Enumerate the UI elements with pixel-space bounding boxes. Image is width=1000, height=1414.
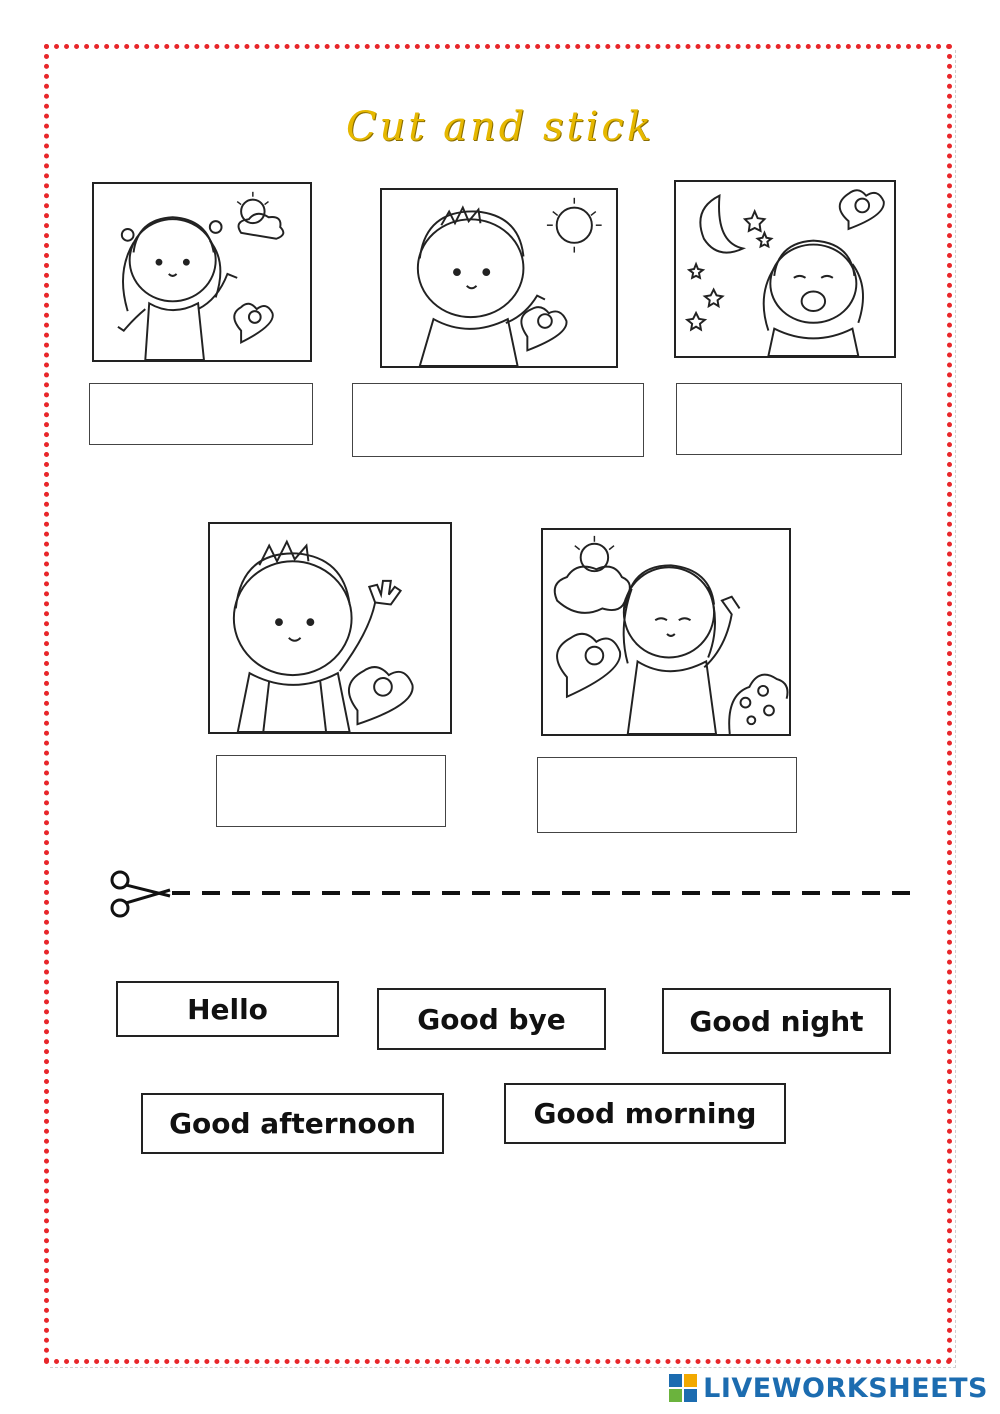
girl-yawning-illustration — [676, 182, 894, 356]
picture-boy-waving-backpack — [208, 522, 452, 734]
worksheet-title: Cut and stick — [345, 104, 655, 150]
picture-boy-waving-sun — [380, 188, 618, 368]
cut-line — [108, 866, 920, 922]
girl-waving-illustration — [94, 184, 310, 360]
answer-box-1[interactable] — [89, 383, 313, 445]
word-card-hello[interactable]: Hello — [116, 981, 339, 1037]
answer-box-4[interactable] — [216, 755, 446, 827]
picture-girl-waving-sun — [92, 182, 312, 362]
logo-mark-icon — [669, 1374, 697, 1402]
picture-girl-yawning-moon — [674, 180, 896, 358]
girl-bush-illustration — [543, 530, 789, 734]
answer-box-3[interactable] — [676, 383, 902, 455]
word-card-good-afternoon[interactable]: Good afternoon — [141, 1093, 444, 1154]
picture-girl-waving-sun-bush — [541, 528, 791, 736]
liveworksheets-logo — [669, 1370, 988, 1406]
logo-text: LIVEWORKSHEETS — [703, 1372, 988, 1404]
answer-box-2[interactable] — [352, 383, 644, 457]
answer-box-5[interactable] — [537, 757, 797, 833]
boy-waving-illustration — [382, 190, 616, 366]
word-card-good-night[interactable]: Good night — [662, 988, 891, 1054]
word-card-good-bye[interactable]: Good bye — [377, 988, 606, 1050]
boy-backpack-illustration — [210, 524, 450, 732]
word-card-good-morning[interactable]: Good morning — [504, 1083, 786, 1144]
scissors-icon — [112, 872, 170, 916]
